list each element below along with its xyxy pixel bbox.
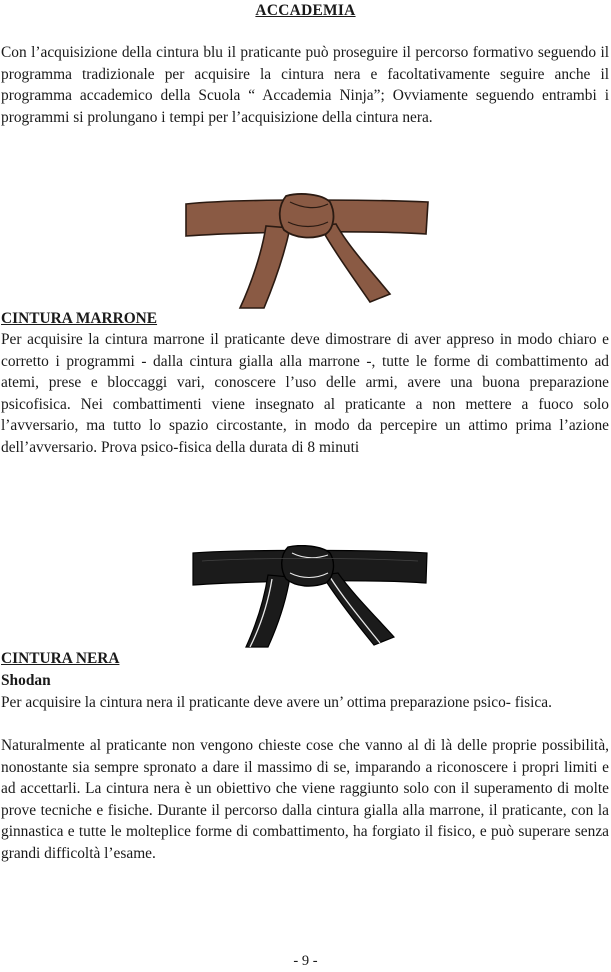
brown-belt-icon (182, 192, 432, 310)
brown-belt-paragraph: Per acquisire la cintura marrone il praticante deve dimostrare di aver appreso in modo chiaro e corretto i programmi - dalla cintura gialla alla marrone -, tutte le forme di combattimento ad atemi, prese e bloccaggi vari, conoscere l’uso delle armi, avere una buona preparazione psicofisica. Nei combattimenti viene insegnato al praticante a non mettere a fuoco solo l’avversario, ma tutto lo spazio circostante, in modo da percepire un attimo prima l’azione dell’avversario. Prova psico-fisica della durata di 8 minuti (1, 331, 609, 456)
page-number: - 9 - (293, 953, 318, 969)
black-belt-icon (190, 545, 430, 649)
black-belt-paragraph-1: Per acquisire la cintura nera il praticante deve avere un’ ottima preparazione psico- fisica. (1, 694, 552, 711)
black-belt-paragraph-2: Naturalmente al praticante non vengono chieste cose che vanno al di là delle proprie possibilità, nonostante sia sempre spronato a dare il massimo di se, imparando a riconoscere i propri limiti e ad accettarli. La cintura nera è un obiettivo che viene raggiunto solo con il superamento di molte prove tecniche e fisiche. Durante il percorso dalla cintura gialla alla marrone, il praticante, con la ginnastica e tutte le molteplice forme di combattimento, ha forgiato il fisico, e può superare senza grandi difficoltà l’esame. (1, 737, 609, 862)
black-belt-heading: CINTURA NERA (1, 650, 120, 667)
intro-paragraph: Con l’acquisizione della cintura blu il praticante può proseguire il percorso formativo seguendo il programma tradizionale per acquisire la cintura nera e facoltativamente seguire anche il programma accademico della Scuola “ Accademia Ninja”; Ovviamente seguendo entrambi i programmi si prolungano i tempi per l’acquisizione della cintura nera. (1, 44, 609, 126)
brown-belt-heading: CINTURA MARRONE (1, 310, 158, 327)
page-title: ACCADEMIA (255, 2, 356, 19)
black-belt-subheading: Shodan (1, 672, 51, 689)
